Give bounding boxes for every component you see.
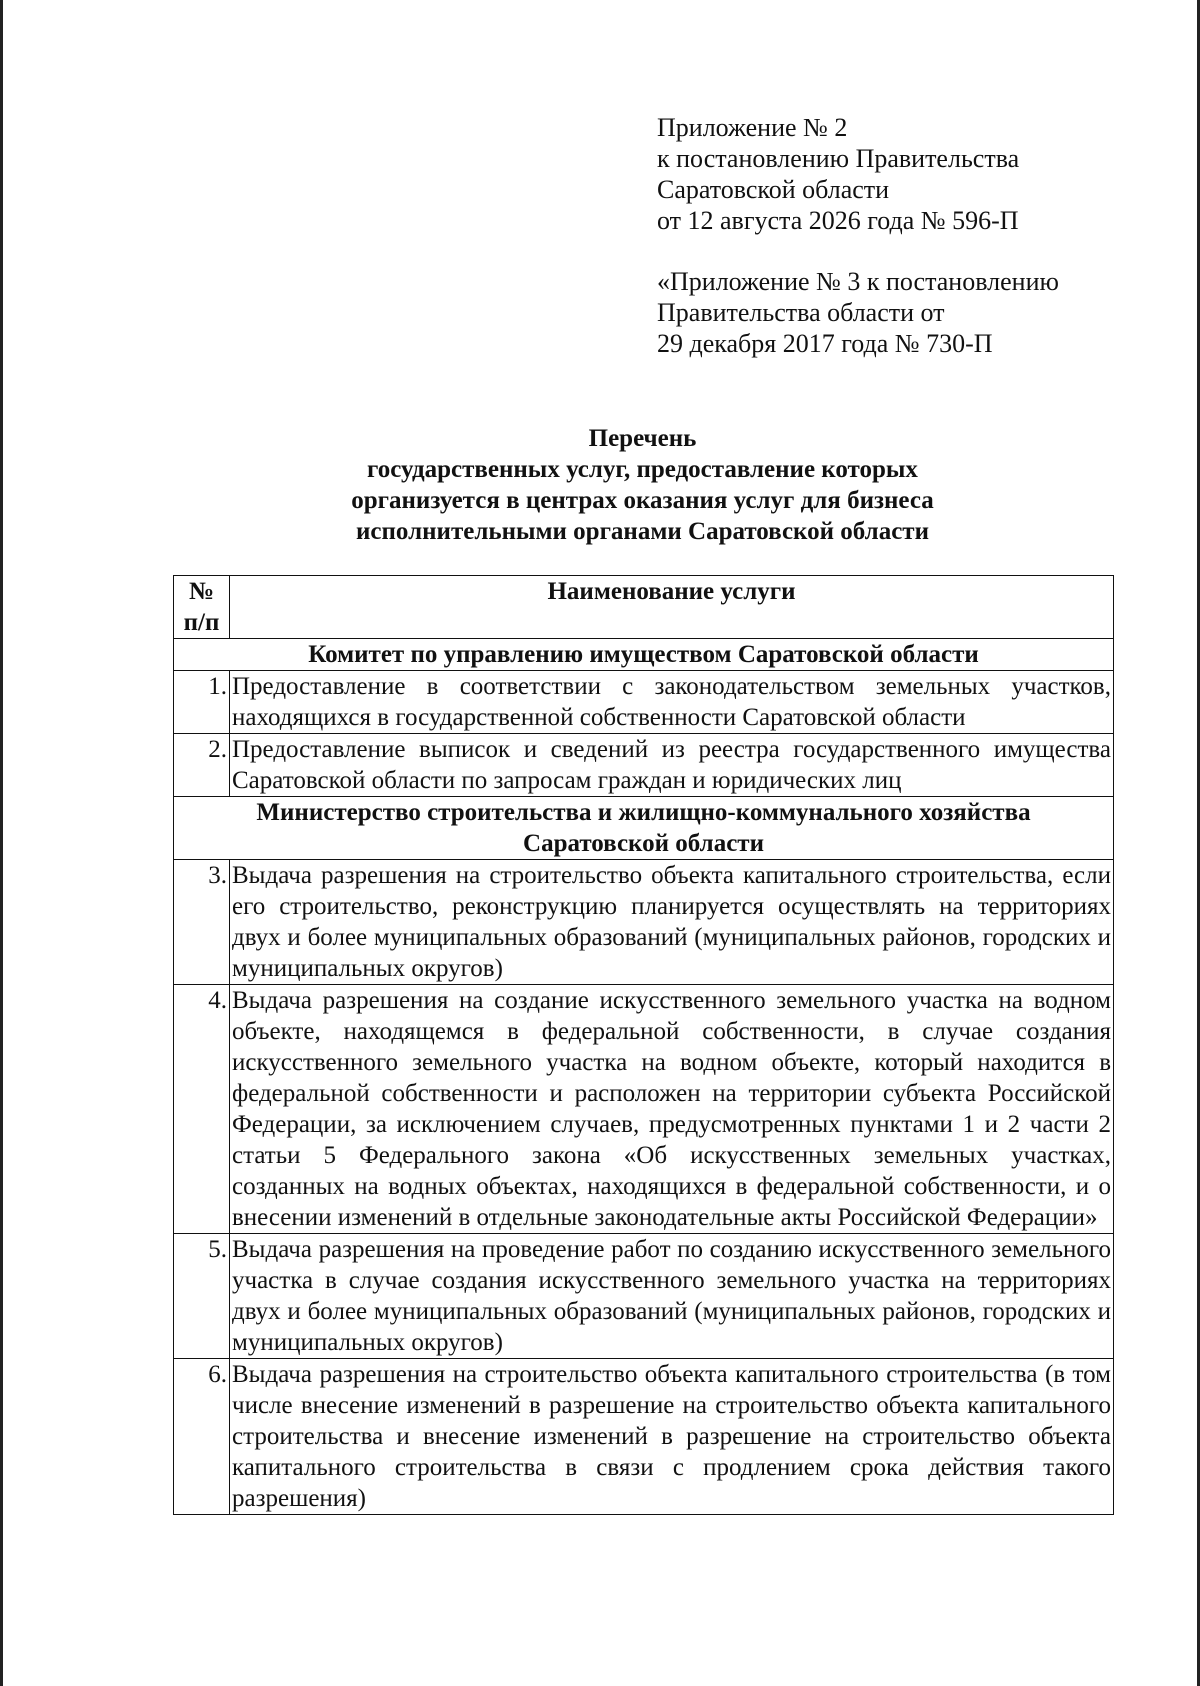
table-row (174, 1359, 1114, 1515)
prior-appendix-line: Правительства области от (657, 298, 945, 327)
title-line: государственных услуг, предоставление которых (367, 456, 918, 483)
row-number: 4. (174, 985, 230, 1234)
service-name: Выдача разрешения на строительство объекта капитального строительства, если его строительство, реконструкцию планируется осуществлять на территориях двух и более муниципальных образований (муниципальных районов, городских и муниципальных округов) (230, 860, 1114, 985)
service-name: Предоставление выписок и сведений из реестра государственного имущества Саратовской области по запросам граждан и юридических лиц (230, 734, 1114, 797)
appendix-line: Приложение № 2 (657, 113, 848, 142)
service-name: Выдача разрешения на создание искусственного земельного участка на водном объекте, находящемся в федеральной собственности, в случае создания искусственного земельного участка на водном объекте, который находится в федеральной собственности и расположен на территории субъекта Российской Федерации, за исключением случаев, предусмотренных пунктами 1 и 2 части 2 статьи 5 Федерального закона «Об искусственных земельных участках, созданных на водных объектах, находящихся в федеральной собственности, и о внесении изменений в отдельные законодательные акты Российской Федерации» (230, 985, 1114, 1234)
service-name: Выдача разрешения на проведение работ по созданию искусственного земельного участка в случае создания искусственного земельного участка на территориях двух и более муниципальных образований (муниципальных районов, городских и муниципальных округов) (230, 1234, 1114, 1359)
prior-appendix-line: «Приложение № 3 к постановлению (657, 267, 1059, 296)
table-header-row (174, 576, 1114, 639)
table-row (174, 985, 1114, 1234)
services-table (173, 575, 1114, 1515)
table-row (174, 671, 1114, 734)
row-number: 5. (174, 1234, 230, 1359)
row-number: 2. (174, 734, 230, 797)
column-header-service-name: Наименование услуги (230, 576, 1114, 639)
title-line: исполнительными органами Саратовской области (356, 518, 929, 545)
scan-edge-left (0, 0, 3, 1686)
row-number: 1. (174, 671, 230, 734)
appendix-line: к постановлению Правительства (657, 144, 1020, 173)
column-header-number: № п/п (174, 576, 230, 639)
appendix-line: Саратовской области (657, 175, 890, 204)
row-number: 3. (174, 860, 230, 985)
table-row (174, 1234, 1114, 1359)
appendix-spacer (657, 236, 1127, 266)
document-title (175, 423, 1110, 547)
title-line: организуется в центрах оказания услуг для бизнеса (351, 487, 934, 514)
appendix-reference (657, 112, 1127, 359)
appendix-line: от 12 августа 2026 года № 596-П (657, 206, 1019, 235)
table-row (174, 734, 1114, 797)
section-row (174, 797, 1114, 860)
section-row (174, 639, 1114, 671)
title-line: Перечень (588, 425, 697, 452)
section-title: Комитет по управлению имуществом Саратовской области (174, 639, 1114, 671)
service-name: Предоставление в соответствии с законодательством земельных участков, находящихся в государственной собственности Саратовской области (230, 671, 1114, 734)
section-title: Министерство строительства и жилищно-коммунального хозяйства Саратовской области (174, 797, 1114, 860)
prior-appendix-line: 29 декабря 2017 года № 730-П (657, 329, 993, 358)
service-name: Выдача разрешения на строительство объекта капитального строительства (в том числе внесение изменений в разрешение на строительство объекта капитального строительства и внесение изменений в разрешение на строительство объекта капитального строительства в связи с продлением срока действия такого разрешения) (230, 1359, 1114, 1515)
row-number: 6. (174, 1359, 230, 1515)
table-row (174, 860, 1114, 985)
